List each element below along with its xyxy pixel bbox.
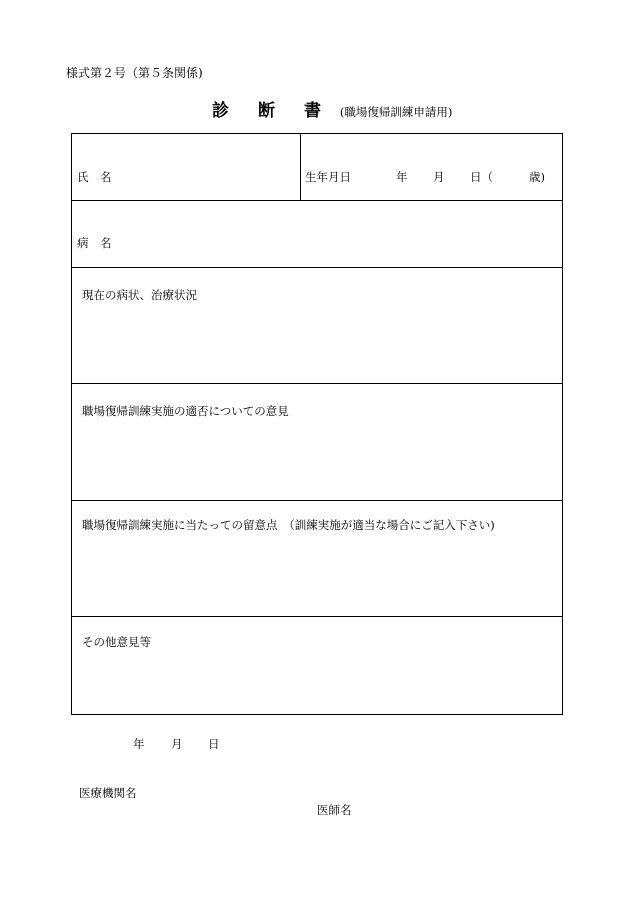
issue-day-unit: 日 xyxy=(208,737,220,751)
birth-date-label: 生年月日 xyxy=(305,170,351,184)
title-char-2: 断 xyxy=(258,101,275,121)
name-birth-divider xyxy=(300,134,301,200)
issue-date xyxy=(133,736,220,752)
form-number: 様式第２号（第５条関係) xyxy=(66,66,203,80)
document-subtitle: (職場復帰訓練申請用) xyxy=(339,105,453,119)
disease-label: 病 名 xyxy=(77,236,112,250)
current-condition-row xyxy=(72,268,562,384)
notes-row xyxy=(72,501,562,617)
doctor-name-label: 医師名 xyxy=(317,803,352,817)
title-char-1: 診 xyxy=(212,101,229,121)
issue-year-unit: 年 xyxy=(133,737,145,751)
age-unit: 歳) xyxy=(529,170,545,184)
notes-label: 職場復帰訓練実施に当たっての留意点 （訓練実施が適当な場合にご記入下さい) xyxy=(82,518,495,532)
document-title xyxy=(212,101,332,121)
birth-month-unit: 月 xyxy=(433,170,445,184)
current-condition-label: 現在の病状、治療状況 xyxy=(82,288,197,302)
opinion-label: 職場復帰訓練実施の適否についての意見 xyxy=(82,404,289,418)
title-block xyxy=(212,96,452,122)
opinion-row xyxy=(72,384,562,501)
medical-institution-label: 医療機関名 xyxy=(79,786,137,800)
other-opinions-row xyxy=(72,617,562,714)
other-opinions-label: その他意見等 xyxy=(82,635,151,649)
birth-year-unit: 年 xyxy=(396,170,408,184)
diagnosis-form-table xyxy=(71,133,563,715)
issue-month-unit: 月 xyxy=(171,737,183,751)
title-char-3: 書 xyxy=(304,101,321,121)
name-birth-row xyxy=(72,134,562,201)
birth-day-unit: 日（ xyxy=(470,170,493,184)
disease-row xyxy=(72,201,562,268)
name-label: 氏 名 xyxy=(77,170,112,184)
